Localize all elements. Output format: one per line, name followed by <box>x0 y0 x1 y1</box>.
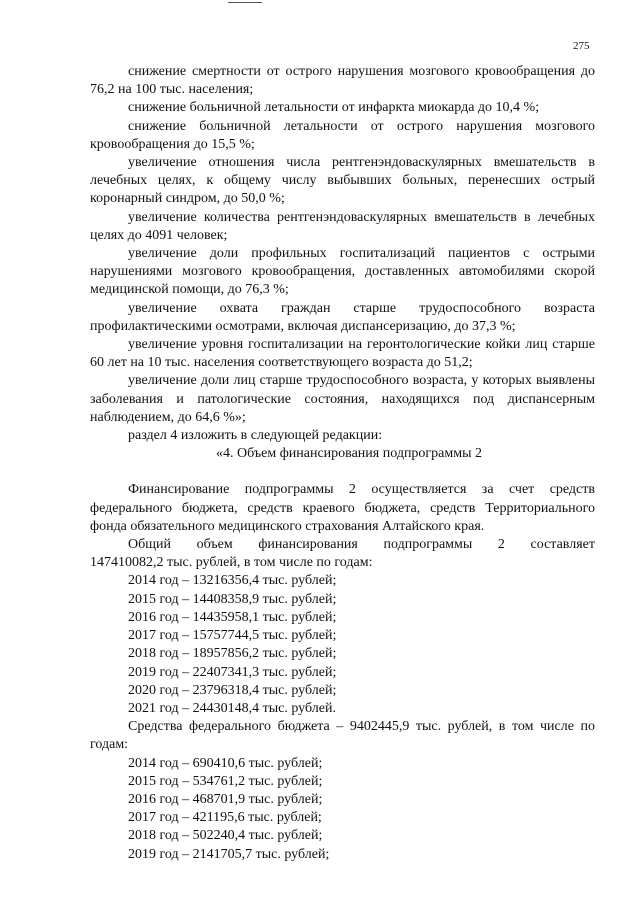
list-item: 2019 год – 2141705,7 тыс. рублей; <box>128 846 330 862</box>
list-item: 2019 год – 22407341,3 тыс. рублей; <box>128 664 337 680</box>
list-item: 2016 год – 468701,9 тыс. рублей; <box>128 791 323 807</box>
paragraph-section-instruction: раздел 4 изложить в следующей редакции: <box>128 428 383 444</box>
paragraph-total-financing: Общий объем финансирования подпрограммы 2 составляет <box>128 537 595 553</box>
list-item: 2016 год – 14435958,1 тыс. рублей; <box>128 609 337 625</box>
paragraph-dispensary-observation: увеличение доли лиц старше трудоспособного возраста, у которых выявлены заболевания и патологические состояния, находящихся под диспансерным наблюдением, до 64,6 %»; <box>90 373 595 425</box>
list-item: 2014 год – 13216356,4 тыс. рублей; <box>128 573 337 589</box>
list-item: 2020 год – 23796318,4 тыс. рублей; <box>128 682 337 698</box>
page-number: 275 <box>573 40 590 52</box>
paragraph-profile-hospitalizations: увеличение доли профильных госпитализаций пациентов с острыми нарушениями мозгового кровообращения, доставленных автомобилями скорой медицинской помощи, до 76,3 %; <box>90 246 595 298</box>
paragraph-total-amount: 147410082,2 тыс. рублей, в том числе по годам: <box>90 555 373 571</box>
paragraph-stroke-mortality: снижение смертности от острого нарушения мозгового кровообращения до 76,2 на 100 тыс. населения; <box>90 64 595 98</box>
paragraph-gerontology-beds: увеличение уровня госпитализации на геронтологические койки лиц старше 60 лет на 10 тыс. населения соответствующего возраста до 51,2; <box>90 337 595 371</box>
list-item: 2017 год – 15757744,5 тыс. рублей; <box>128 628 337 644</box>
list-item: 2021 год – 24430148,4 тыс. рублей. <box>128 700 336 716</box>
paragraph-financing-intro: Финансирование подпрограммы 2 осуществляется за счет средств федерального бюджета, средств краевого бюджета, средств Территориального фонда обязательного медицинского страхования Алтайского края. <box>90 482 595 534</box>
paragraph-endovascular-ratio: увеличение отношения числа рентгенэндоваскулярных вмешательств в лечебных целях, к общему числу выбывших больных, перенесших острый коронарный синдром, до 50,0 %; <box>90 155 595 207</box>
paragraph-prophylactic-coverage: увеличение охвата граждан старше трудоспособного возраста профилактическими осмотрами, включая диспансеризацию, до 37,3 %; <box>90 300 595 334</box>
list-item: 2014 год – 690410,6 тыс. рублей; <box>128 755 323 771</box>
paragraph-endovascular-count: увеличение количества рентгенэндоваскулярных вмешательств в лечебных целях до 4091 человек; <box>90 209 595 243</box>
list-item: 2015 год – 14408358,9 тыс. рублей; <box>128 591 337 607</box>
blank-line <box>90 463 595 481</box>
list-item: 2015 год – 534761,2 тыс. рублей; <box>128 773 323 789</box>
section-heading: «4. Объем финансирования подпрограммы 2 <box>216 446 483 462</box>
paragraph-stroke-lethality: снижение больничной летальности от острого нарушения мозгового кровообращения до 15,5 %; <box>90 118 595 152</box>
federal-by-years-list <box>90 755 595 864</box>
list-item: 2017 год – 421195,6 тыс. рублей; <box>128 810 322 826</box>
paragraph-federal-budget: Средства федерального бюджета – 9402445,9 тыс. рублей, в том числе по годам: <box>90 719 595 753</box>
document-text <box>90 63 595 864</box>
list-item: 2018 год – 18957856,2 тыс. рублей; <box>128 646 337 662</box>
paragraph-infarction-lethality: снижение больничной летальности от инфаркта миокарда до 10,4 %; <box>128 100 540 116</box>
list-item: 2018 год – 502240,4 тыс. рублей; <box>128 828 323 844</box>
top-scan-mark <box>228 2 262 5</box>
total-by-years-list <box>90 572 595 718</box>
